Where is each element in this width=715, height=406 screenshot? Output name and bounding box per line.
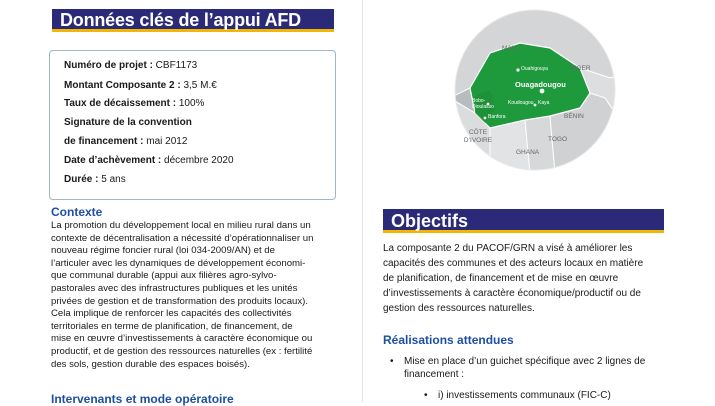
bullet-dot: •	[390, 356, 394, 367]
fact-signature: Signature de la convention	[64, 117, 192, 128]
context-line: territoriales en terme de planification, de financement, de	[51, 320, 293, 332]
objectives-line: capacités des communes et des acteurs locaux en matière	[383, 258, 644, 269]
map-label-town: Bobo-Dioulasso	[472, 98, 494, 110]
map-label-ghana: GHANA	[516, 149, 540, 156]
map-label-togo: TOGO	[548, 136, 568, 143]
fact-financing: de financement : mai 2012	[64, 136, 188, 147]
column-divider	[362, 0, 363, 402]
context-line: que communal durable (appui aux filières agro-sylvo-	[51, 270, 277, 282]
burkina-map	[430, 8, 640, 173]
fact-disbursement: Taux de décaissement : 100%	[64, 98, 205, 109]
context-line: contexte de décentralisation a nécessité d’opérationnaliser un	[51, 232, 314, 244]
map-label-benin: BÉNIN	[564, 113, 584, 120]
context-line: pastorales avec des infrastructures publiques et les unités	[51, 282, 298, 294]
context-line: productif, et de gestion des ressources naturelles (ex : fertilité	[51, 345, 313, 357]
context-line: mise en œuvre d’investissements à caractère économique ou	[51, 333, 313, 345]
key-data-title: Données clés de l’appui AFD	[52, 9, 334, 32]
sub-bullet-line: i) investissements communaux (FIC-C)	[438, 390, 611, 401]
context-line: nouveau régime foncier rural (loi 034-2009/AN) et de	[51, 245, 275, 257]
map-label-town: Banfora	[488, 114, 506, 120]
bullet-dot: •	[424, 390, 428, 401]
objectives-title: Objectifs	[383, 209, 664, 233]
map-label-niger: NIGER	[570, 65, 591, 72]
context-line: des sols, gestion durable des espaces boisés).	[51, 358, 250, 370]
objectives-line: La composante 2 du PACOF/GRN a visé à améliorer les	[383, 243, 633, 254]
results-sub-bullet-1	[424, 389, 611, 402]
objectives-line: de planification, de financement et de mise en œuvre	[383, 273, 619, 284]
operators-heading: Intervenants et mode opératoire	[51, 392, 234, 406]
objectives-paragraph	[383, 241, 665, 316]
results-bullet-1	[390, 355, 646, 381]
map-label-mali: MALI	[502, 45, 518, 52]
objectives-line: gestion des ressources naturelles.	[383, 303, 535, 314]
context-heading: Contexte	[51, 205, 103, 219]
map-label-capital: Ouagadougou	[515, 80, 566, 89]
context-line: La promotion du développement local en milieu rural dans un	[51, 220, 311, 231]
context-line: Cela implique de renforcer les capacités des collectivités	[51, 308, 292, 320]
context-paragraph	[51, 220, 339, 371]
fact-duration: Durée : 5 ans	[64, 174, 126, 185]
map-label-town: Kaya	[538, 100, 550, 106]
map-label-town: Koudougou	[508, 100, 534, 106]
fact-project-number: Numéro de projet : CBF1173	[64, 60, 198, 71]
bullet-line: financement :	[404, 369, 465, 380]
context-line: privées de gestion et de transformation des produits locaux).	[51, 295, 309, 307]
map-label-town: Ouahigouya	[521, 66, 548, 72]
bullet-line: Mise en place d’un guichet spécifique avec 2 lignes de	[404, 356, 646, 367]
fact-completion: Date d’achèvement : décembre 2020	[64, 155, 234, 166]
fact-amount: Montant Composante 2 : 3,5 M.€	[64, 80, 217, 91]
results-heading: Réalisations attendues	[383, 333, 514, 347]
context-line: l’articuler avec les dynamiques de développement économi-	[51, 257, 306, 269]
objectives-line: d’investissements à caractère économique/productif ou de	[383, 288, 641, 299]
map-label-cote-divoire: CÔTE D’IVOIRE	[463, 129, 493, 144]
